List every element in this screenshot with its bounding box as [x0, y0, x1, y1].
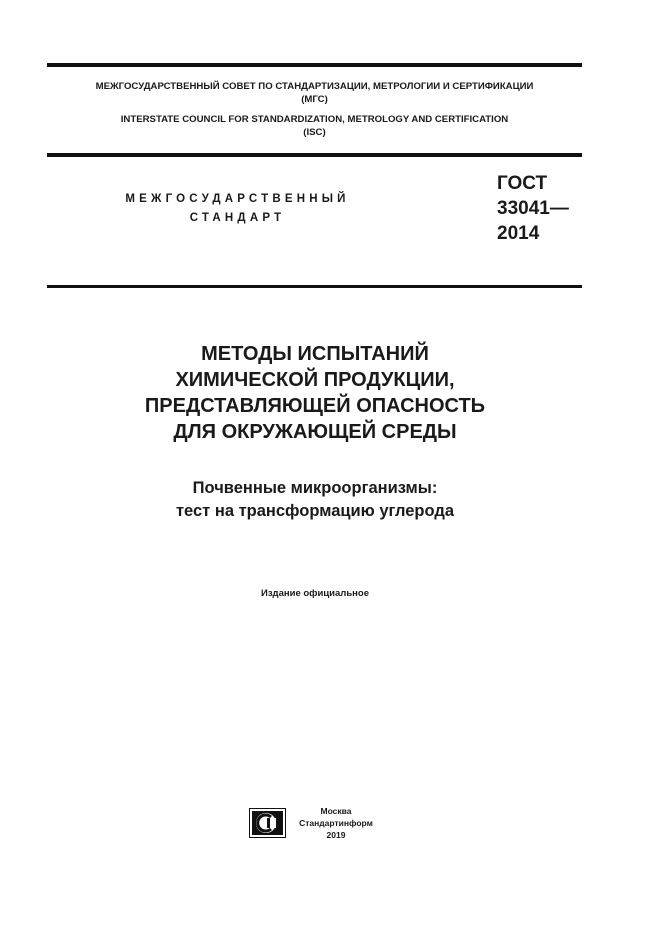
title-line: ХИМИЧЕСКОЙ ПРОДУКЦИИ,: [175, 369, 455, 391]
gost-prefix: ГОСТ: [497, 173, 548, 194]
council-header: [47, 80, 582, 139]
council-en-name: INTERSTATE COUNCIL FOR STANDARDIZATION, METROLOGY AND CERTIFICATION: [120, 114, 509, 125]
edition-note: Издание официальное: [261, 588, 369, 599]
subtitle-line: Почвенные микроорганизмы:: [192, 479, 438, 497]
title-line: ДЛЯ ОКРУЖАЮЩЕЙ СРЕДЫ: [173, 421, 457, 443]
council-en-abbr: (ISC): [303, 127, 326, 138]
gost-number: 33041—: [497, 198, 569, 219]
title-line: МЕТОДЫ ИСПЫТАНИЙ: [201, 343, 429, 365]
publisher-year: 2019: [326, 830, 346, 840]
title-line: ПРЕДСТАВЛЯЮЩЕЙ ОПАСНОСТЬ: [144, 395, 486, 417]
publisher-name: Стандартинформ: [299, 818, 373, 828]
middle-rule: [47, 153, 582, 157]
standard-kind-line1: МЕЖГОСУДАРСТВЕННЫЙ: [125, 193, 350, 205]
top-rule: [47, 63, 582, 67]
bottom-rule: [47, 285, 582, 288]
gost-designation: [497, 171, 569, 246]
document-subtitle: [60, 477, 570, 523]
document-title: [60, 341, 570, 445]
council-ru-abbr: (МГС): [301, 94, 328, 105]
publisher-city: Москва: [320, 806, 352, 816]
standartinform-logo-icon: [249, 808, 286, 838]
subtitle-line: тест на трансформацию углерода: [175, 502, 455, 520]
gost-year: 2014: [497, 223, 540, 244]
standard-kind-line2: СТАНДАРТ: [189, 212, 286, 224]
council-ru-name: МЕЖГОСУДАРСТВЕННЫЙ СОВЕТ ПО СТАНДАРТИЗАЦИИ, МЕТРОЛОГИИ И СЕРТИФИКАЦИИ: [95, 81, 534, 92]
publisher-block: [296, 805, 376, 841]
standard-kind: [100, 190, 375, 228]
